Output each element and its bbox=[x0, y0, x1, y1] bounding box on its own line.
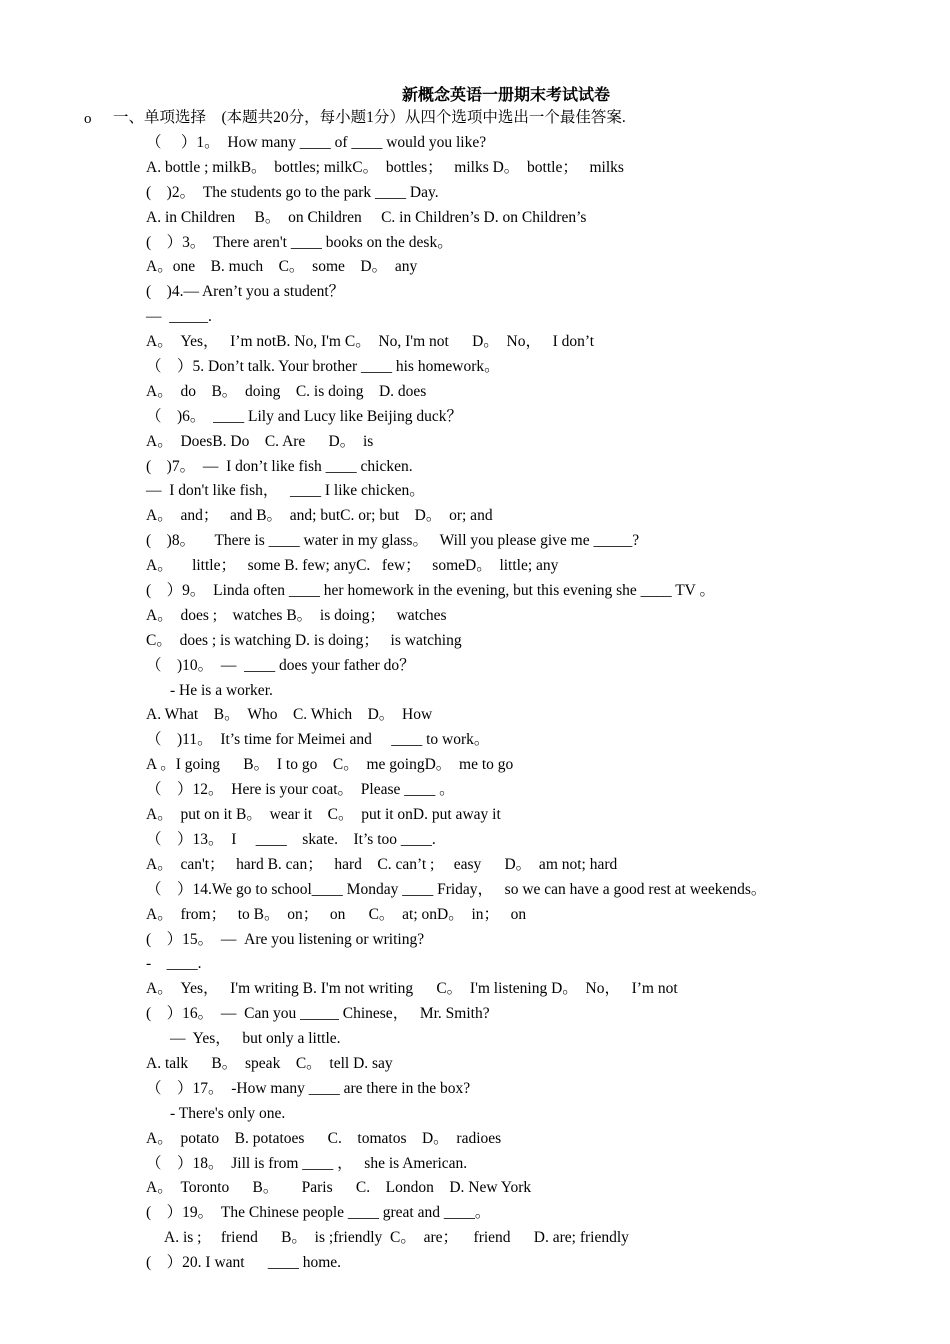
question-line: A。 little； some B. few; anyC. few； someD。 little; any bbox=[146, 557, 559, 575]
question-line: — _____. bbox=[146, 308, 212, 326]
question-line: ( ）9。 Linda often ____ her homework in the evening, but this evening she ____ TV 。 bbox=[146, 582, 715, 600]
question-line: （ )10。 — ____ does your father do？ bbox=[146, 656, 415, 674]
question-line: — I don't like fish， ____ I like chicken。 bbox=[146, 482, 425, 500]
question-line: A。 potato B. potatoes C. tomatos D。 radioes bbox=[146, 1129, 502, 1147]
question-line: （ )11。 It’s time for Meimei and ____ to work。 bbox=[146, 731, 490, 749]
list-bullet: o bbox=[84, 111, 92, 127]
question-line: A。 Yes， I’m notB. No, I'm C。 No, I'm not D。 No， I don’t bbox=[146, 333, 595, 351]
page-title: 新概念英语一册期末考试试卷 bbox=[401, 85, 610, 104]
question-line: （ ）13。 I ____ skate. It’s too ____. bbox=[146, 830, 436, 848]
question-line: C。 does ; is watching D. is doing； is watching bbox=[146, 631, 462, 649]
question-line: ( )8。 There is ____ water in my glass。 Will you please give me _____? bbox=[146, 532, 640, 550]
question-line: A. What B。 Who C. Which D。 How bbox=[146, 706, 433, 724]
question-line: （ )6。 ____ Lily and Lucy like Beijing duck？ bbox=[146, 407, 462, 425]
question-line: A。one B. much C。 some D。 any bbox=[146, 258, 418, 276]
question-line: A。 Yes， I'm writing B. I'm not writing C。 I'm listening D。 No， I’m not bbox=[146, 980, 678, 998]
question-line: - He is a worker. bbox=[170, 681, 273, 699]
question-line: A。 do B。 doing C. is doing D. does bbox=[146, 382, 427, 400]
question-line: A。 put on it B。 wear it C。 put it onD. put away it bbox=[146, 806, 501, 824]
question-line: ( )7。 — I don’t like fish ____ chicken. bbox=[146, 457, 413, 475]
question-line: （ ）17。 -How many ____ are there in the box? bbox=[146, 1079, 471, 1097]
question-line: （ ）18。 Jill is from ____ ， she is American. bbox=[146, 1154, 468, 1172]
question-line: A 。I going B。 I to go C。 me goingD。 me to go bbox=[146, 756, 514, 774]
question-line: A. bottle ; milkB。 bottles; milkC。 bottles； milks D。 bottle； milks bbox=[146, 158, 624, 176]
question-line: ( ）3。 There aren't ____ books on the desk。 bbox=[146, 233, 453, 251]
question-line: ( )2。 The students go to the park ____ Day. bbox=[146, 183, 439, 201]
question-line: A。 and； and B。 and; butC. or; but D。 or; and bbox=[146, 507, 493, 525]
question-line: ( ）15。 — Are you listening or writing? bbox=[146, 930, 425, 948]
question-line: ( )4.— Aren’t you a student？ bbox=[146, 283, 345, 301]
section-heading: 一、单项选择 (本题共20分，每小题1分）从四个选项中选出一个最佳答案. bbox=[113, 109, 626, 126]
question-line: （ ）14.We go to school____ Monday ____ Friday， so we can have a good rest at weekends。 bbox=[146, 880, 767, 898]
question-line: A。 from； to B。 on； on C。 at; onD。 in； on bbox=[146, 905, 527, 923]
question-line: ( ）19。 The Chinese people ____ great and ____。 bbox=[146, 1204, 491, 1222]
question-list bbox=[146, 131, 946, 1276]
question-line: A. talk B。 speak C。 tell D. say bbox=[146, 1054, 393, 1072]
question-line: - There's only one. bbox=[170, 1104, 286, 1122]
question-line: （ ）1。 How many ____ of ____ would you like? bbox=[146, 134, 487, 151]
question-line: ( ）20. I want ____ home. bbox=[146, 1254, 342, 1272]
question-line: — Yes， but only a little. bbox=[170, 1030, 341, 1048]
question-line: （ ）5. Don’t talk. Your brother ____ his homework。 bbox=[146, 358, 500, 376]
question-line: （ ）12。 Here is your coat。 Please ____ 。 bbox=[146, 781, 455, 799]
question-line: ( ）16。 — Can you _____ Chinese， Mr. Smith? bbox=[146, 1005, 490, 1023]
question-line: A. in Children B。 on Children C. in Children’s D. on Children’s bbox=[146, 208, 587, 226]
question-line: A。 can't； hard B. can； hard C. can’t ; easy D。 am not; hard bbox=[146, 855, 618, 873]
question-line: A. is ; friend B。 is ;friendly C。 are； friend D. are; friendly bbox=[164, 1229, 629, 1247]
question-line: A。 does ; watches B。 is doing； watches bbox=[146, 606, 447, 624]
question-line: - ____. bbox=[146, 955, 202, 973]
question-line: A。 DoesB. Do C. Are D。 is bbox=[146, 432, 374, 450]
question-line: A。 Toronto B。 Paris C. London D. New York bbox=[146, 1179, 532, 1197]
